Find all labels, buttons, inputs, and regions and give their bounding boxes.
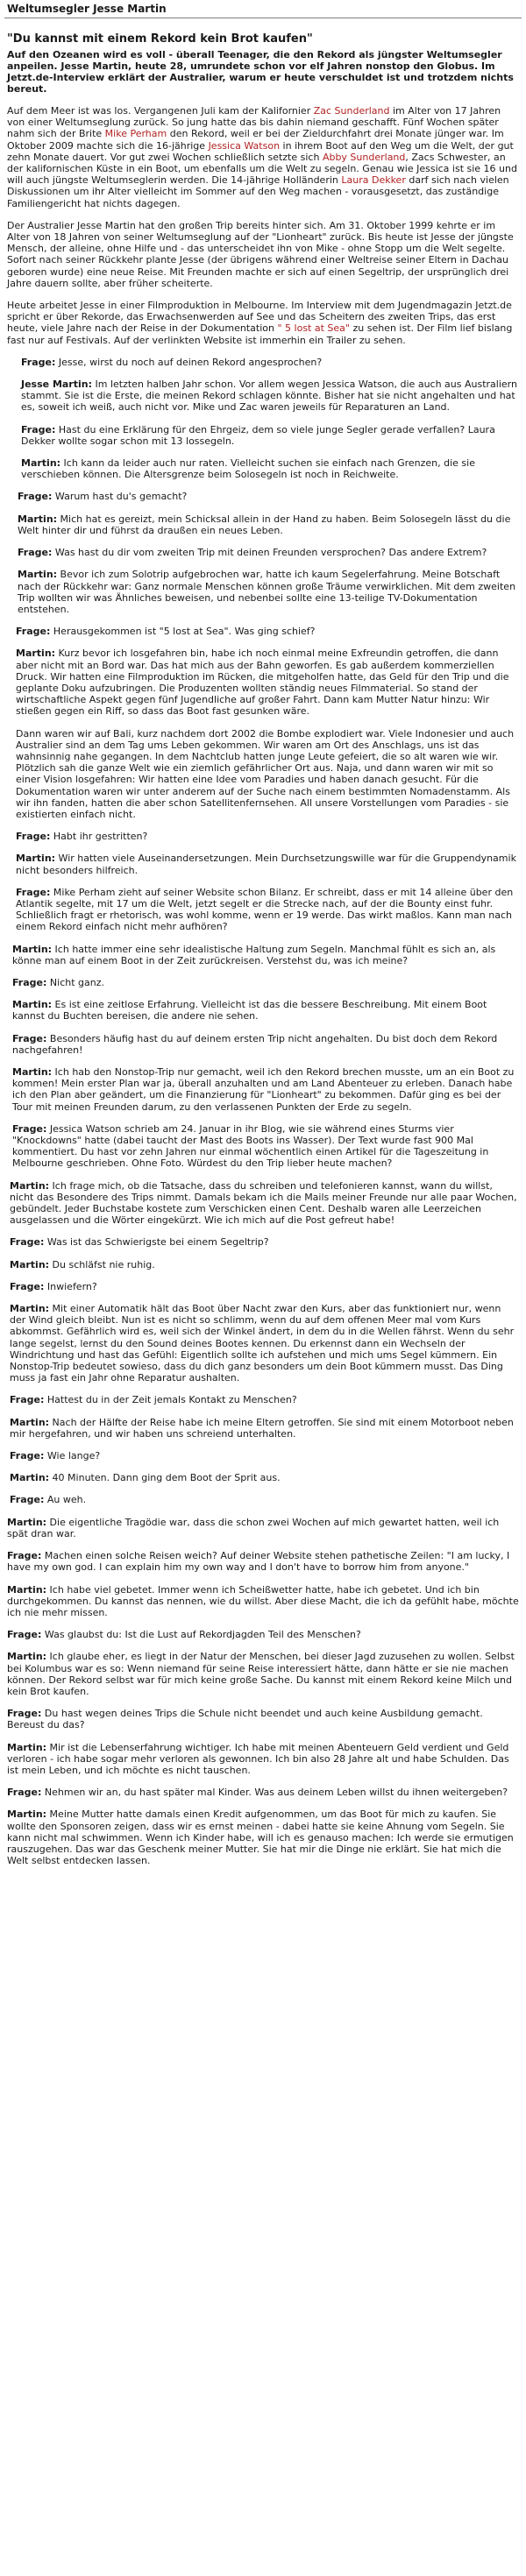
speaker-label: Frage:	[16, 626, 51, 638]
qa-item	[13, 826, 522, 846]
qa-text	[7, 1255, 522, 1275]
qa-text	[4, 1646, 522, 1702]
qa-text	[4, 1782, 522, 1802]
answer-text: Was ist das Schwierigste bei einem Segeltrip?	[44, 1236, 269, 1249]
interview-list	[4, 352, 522, 1872]
speaker-label: Martin:	[7, 1808, 47, 1821]
speaker-label: Martin:	[10, 1303, 50, 1315]
qa-text	[10, 994, 522, 1026]
answer-text: Ich habe viel gebetet. Immer wenn ich Scheißwetter hatte, habe ich gebetet. Und ich bin durchgekommen. Du kannst das nennen, wie du willst. Aber diese Macht, die ich da gefühlt habe, möchte ich nie mehr missen.	[7, 1583, 519, 1618]
qa-text	[13, 643, 522, 721]
speaker-label: Martin:	[12, 999, 53, 1011]
answer-text: Dann waren wir auf Bali, kurz nachdem dort 2002 die Bombe explodiert war. Viele Indonesier und auch Australier sind an dem Tag ums Leben gekommen. Wir waren am Ort des Anschlags, uns ist das wahnsinnig nahe gegangen. In dem Nachtclub hatten junge Leute gefeiert, die so alt waren wie wir. Plötzlich sah die ganze Welt wie ein ziemlich gefährlicher Ort aus. Naja, und dann waren wir mit so einer Vision losgefahren: Wir hatten eine Idee vom Paradies und haben danach gesucht. Für die Dokumentation waren wir unter anderem auf der Suche nach einem bestimmten Nomadenstamm. Als wir ihn fanden, hatten die aber schon Satellitenfernsehen. All unsere Vorstellungen vom Paradies - sie existierten einfach nicht.	[16, 727, 515, 820]
answer-text: Ich frage mich, ob die Tatsache, dass du schreiben und telefonieren kannst, wann du willst, nicht das Besondere des Trips nimmt. Damals bekam ich die Mails meiner Freunde nur alle paar Wochen, gebündelt. Jeder Buchstabe kostete zum Verschicken einen Cent. Deshalb waren alle Leerzeichen ausgelassen und die Wörter eingekürzt. Wie ich mich auf die Post gefreut habe!	[10, 1179, 517, 1227]
qa-item	[10, 1029, 522, 1060]
qa-text	[7, 1412, 522, 1444]
qa-text	[13, 724, 522, 825]
inline-link[interactable]: Zac Sunderland	[313, 105, 390, 117]
qa-text	[7, 1468, 522, 1488]
answer-text: Bevor ich zum Solotrip aufgebrochen war, hatte ich kaum Segelerfahrung. Meine Botschaft nach der Rückkehr war: Ganz normale Menschen können große Träume verwirklichen. Mit dem zweiten Trip wollten wir was Ähnliches beweisen, und nebenbei sollte eine 13-teilige TV-Dokumentation entstehen.	[18, 569, 516, 615]
qa-item	[7, 1490, 522, 1510]
answer-text: Was hast du dir vom zweiten Trip mit deinen Freunden versprochen? Das andere Extrem?	[52, 547, 487, 559]
speaker-label: Martin:	[18, 569, 58, 581]
inline-link[interactable]: Jessica Watson	[208, 139, 281, 152]
answer-text: Ich glaube eher, es liegt in der Natur der Menschen, bei dieser Jagd zuzusehen zu wollen. Selbst bei Kolumbus war es so: Wenn niemand für seine Reise interessiert hätte, dann hätte er sie nie machen können. Der Rekord selbst war für mich keine große Sache. Du kannst mit einem Rekord keine Milch und kein Brot kaufen.	[7, 1651, 515, 1697]
qa-item	[18, 453, 522, 485]
qa-text	[7, 1490, 522, 1510]
qa-item	[7, 1446, 522, 1466]
speaker-label: Frage:	[21, 356, 56, 368]
qa-item	[7, 1255, 522, 1275]
speaker-label: Frage:	[16, 886, 51, 898]
answer-text: Kurz bevor ich losgefahren bin, habe ich noch einmal meine Exfreundin getroffen, die dann aber nicht mit an Bord war. Das hat mich aus der Bahn geworfen. Es gab außerdem kommerziellen Druck. Wir hatten eine Filmproduktion im Rücken, die mitgeholfen hatte, das Geld für den Trip und die geplante Doku aufzubringen. Die Produzenten wollten ständig neues Filmmaterial. So stand der wirtschaftliche Aspekt gegen fünf Jugendliche auf großer Fahrt. Dann kam Mutter Natur hinzu: Wir stießen gegen ein Riff, so dass das Boot fast gesunken wäre.	[16, 648, 509, 718]
speaker-label: Frage:	[7, 1708, 42, 1720]
qa-item	[7, 1390, 522, 1410]
qa-item	[4, 1737, 522, 1781]
paragraph-text: Heute arbeitet Jesse in einer Filmproduktion in Melbourne. Im Interview mit dem Jugendmagazin Jetzt.de spricht er über Rekorde, das Erwachsenwerden auf See und das Scheitern des zweiten Trips, das erst heute, viele Jahre nach der Reise in der Dokumentation	[7, 300, 512, 335]
speaker-label: Martin:	[10, 1258, 50, 1270]
qa-item	[7, 1232, 522, 1252]
answer-text: Ich hatte immer eine sehr idealistische Haltung zum Segeln. Manchmal fühlt es sich an, als könne man auf einem Boot in der Zeit zurückreisen. Verstehst du, was ich meine?	[12, 943, 496, 966]
qa-text	[7, 1390, 522, 1410]
qa-item	[4, 1580, 522, 1624]
answer-text: Wie lange?	[44, 1450, 101, 1462]
qa-text	[15, 542, 522, 563]
paragraph-text: im Alter von 17 Jahren von einer Weltumseglung zurück. So jung hatte das bis dahin niemand geschafft. Fünf Wochen später nahm sich der Brite	[7, 105, 501, 140]
qa-text	[13, 826, 522, 846]
qa-item	[4, 1804, 522, 1871]
qa-item	[7, 1468, 522, 1488]
answer-text: Nach der Hälfte der Reise habe ich meine Eltern getroffen. Sie sind mit einem Motorboot neben mir hergefahren, und wir haben uns schreiend unterhalten.	[10, 1416, 514, 1440]
answer-text: Warum hast du's gemacht?	[52, 491, 188, 503]
answer-text: Hast du eine Erklärung für den Ehrgeiz, dem so viele junge Segler gerade verfallen? Laura Dekker wollte sogar schon mit 13 lossegeln.	[21, 423, 495, 447]
qa-text	[10, 1062, 522, 1117]
qa-text	[7, 1176, 522, 1231]
qa-item	[7, 1277, 522, 1297]
paragraph-text: Auf dem Meer ist was los. Vergangenen Juli kam der Kalifornier	[7, 105, 314, 117]
qa-text	[15, 486, 522, 506]
answer-text: Wir hatten viele Auseinandersetzungen. Mein Durchsetzungswille war für die Gruppendynamik nicht besonders hilfreich.	[16, 853, 516, 876]
speaker-label: Frage:	[10, 1494, 45, 1506]
speaker-label: Frage:	[18, 491, 53, 503]
qa-item	[4, 1646, 522, 1702]
speaker-label: Martin:	[10, 1416, 50, 1428]
answer-text: Nicht ganz.	[46, 976, 104, 988]
paragraph-text: zu sehen ist. Der Film lief bislang fast nur auf Festivals. Auf der verlinkten Website ist immerhin ein Trailer zu sehen.	[7, 322, 513, 346]
qa-text	[15, 509, 522, 541]
answer-text: Au weh.	[44, 1494, 87, 1506]
qa-item	[13, 643, 522, 721]
speaker-label: Jesse Martin:	[21, 379, 92, 391]
qa-text	[15, 564, 522, 619]
qa-text	[13, 621, 522, 641]
qa-item	[4, 1782, 522, 1802]
qa-item	[18, 420, 522, 451]
speaker-label: Frage:	[12, 1122, 47, 1135]
inline-link[interactable]: " 5 lost at Sea"	[277, 322, 350, 335]
paragraph-text: , Zacs Schwester, an der kalifornischen Küste in ein Boot, um ebenfalls um die Welt zu segeln. Genau wie Jessica ist sie 16 und will auch jüngste Weltumseglerin werden. Die 14-jährige Holländerin	[7, 151, 517, 187]
qa-text	[4, 1546, 522, 1577]
answer-text: Im letzten halben Jahr schon. Vor allem wegen Jessica Watson, die auch aus Australiern stammt. Sie ist die Erste, die meinen Rekord schlagen könnte. Bisher hat sie nicht angehalten und hat es, soweit ich weiß, auch nicht vor. Mike und Zac waren jeweils für Reparaturen an Land.	[21, 379, 517, 414]
qa-item	[4, 1624, 522, 1645]
speaker-label: Martin:	[16, 853, 56, 865]
answer-text: Mike Perham zieht auf seiner Website schon Bilanz. Er schreibt, dass er mit 14 alleine über den Atlantik segelte, mit 17 um die Welt, jetzt segelt er die Strecke nach, auf der die Bounty einst fuhr. Schließlich fragt er rhetorisch, was wohl komme, wenn er 19 werde. Das wirkt maßlos. Kann man nach einem Rekord einfach nicht mehr aufhören?	[16, 886, 514, 933]
qa-text	[4, 1737, 522, 1781]
speaker-label: Frage:	[7, 1550, 42, 1562]
qa-text	[18, 453, 522, 485]
speaker-label: Martin:	[7, 1651, 47, 1663]
qa-text	[13, 882, 522, 938]
qa-text	[4, 1580, 522, 1624]
qa-item	[15, 542, 522, 563]
speaker-label: Frage:	[10, 1394, 45, 1406]
qa-text	[10, 1119, 522, 1174]
answer-text: Du hast wegen deines Trips die Schule nicht beendet und auch keine Ausbildung gemacht. Bereust du das?	[7, 1708, 483, 1731]
speaker-label: Martin:	[7, 1741, 47, 1753]
paragraph-text: in ihrem Boot auf den Weg um die Welt, der gut zehn Monate dauert. Vor gut zwei Wochen schließlich setzte sich	[7, 139, 514, 163]
paragraph-text: darf sich nach vielen Diskussionen um ihr Alter vielleicht im Sommer auf den Weg machen - vorausgesetzt, das zuständige Familiengericht hat nichts dagegen.	[7, 174, 509, 209]
speaker-label: Frage:	[12, 976, 47, 988]
speaker-label: Frage:	[21, 423, 56, 435]
intro-paragraph	[7, 105, 519, 209]
answer-text: Was glaubst du: Ist die Lust auf Rekordjagden Teil des Menschen?	[41, 1629, 361, 1641]
speaker-label: Martin:	[10, 1472, 50, 1484]
qa-text	[4, 1804, 522, 1871]
qa-text	[7, 1232, 522, 1252]
answer-text: Habt ihr gestritten?	[50, 831, 148, 843]
speaker-label: Martin:	[18, 513, 58, 525]
qa-item	[18, 352, 522, 372]
speaker-label: Martin:	[10, 1179, 50, 1192]
qa-item	[13, 882, 522, 938]
speaker-label: Frage:	[16, 831, 51, 843]
speaker-label: Martin:	[7, 1516, 47, 1528]
qa-item	[4, 1512, 522, 1544]
speaker-label: Frage:	[10, 1236, 45, 1249]
inline-link[interactable]: Mike Perham	[104, 128, 167, 140]
answer-text: Du schläfst nie ruhig.	[49, 1258, 155, 1270]
inline-link[interactable]: Abby Sunderland	[322, 151, 406, 163]
answer-text: Machen einen solche Reisen weich? Auf deiner Website stehen pathetische Zeilen: "I am lucky, I have my own god. I can explain him my own way and I don't have to borrow him from anyone."	[7, 1550, 510, 1574]
qa-item	[13, 724, 522, 825]
qa-item	[7, 1412, 522, 1444]
qa-item	[10, 939, 522, 971]
qa-text	[18, 374, 522, 418]
intro-paragraph	[7, 300, 519, 346]
answer-text: Inwiefern?	[44, 1280, 97, 1292]
speaker-label: Martin:	[12, 1066, 53, 1078]
qa-item	[13, 848, 522, 880]
paragraph-text: den Rekord, weil er bei der Zieldurchfahrt drei Monate jünger war. Im Oktober 2009 machte sich die 16-jährige	[7, 128, 504, 152]
qa-text	[7, 1277, 522, 1297]
answer-text: Jessica Watson schrieb am 24. Januar in ihr Blog, wie sie während eines Sturms vier "Knockdowns" hatte (dabei taucht der Mast des Boots ins Wasser). Der Text wurde fast 900 Mal kommentiert. Du hast vor zehn Jahren nur einmal wöchentlich einen Artikel für die Tageszeitung in Melbourne geschrieben. Ohne Foto. Würdest du den Trip lieber heute machen?	[12, 1122, 489, 1170]
qa-item	[13, 621, 522, 641]
qa-item	[10, 1062, 522, 1117]
headline: "Du kannst mit einem Rekord kein Brot kaufen"	[7, 32, 313, 46]
qa-item	[10, 1119, 522, 1174]
qa-item	[15, 486, 522, 506]
section-label: Weltumsegler Jesse Martin	[7, 3, 167, 15]
qa-item	[10, 994, 522, 1026]
speaker-label: Frage:	[18, 547, 53, 559]
qa-item	[7, 1176, 522, 1231]
qa-text	[10, 939, 522, 971]
speaker-label: Martin:	[12, 943, 53, 955]
answer-text: Ich kann da leider auch nur raten. Vielleicht suchen sie einfach nach Grenzen, die sie verschieben können. Die Altersgrenze beim Solosegeln ist noch in Reichweite.	[21, 457, 475, 481]
answer-text: Hattest du in der Zeit jemals Kontakt zu Menschen?	[44, 1394, 297, 1406]
answer-text: Die eigentliche Tragödie war, dass die schon zwei Wochen auf mich gewartet hatten, weil ich spät dran war.	[7, 1516, 500, 1539]
speaker-label: Martin:	[16, 648, 56, 660]
speaker-label: Frage:	[7, 1629, 42, 1641]
answer-text: Es ist eine zeitlose Erfahrung. Vielleicht ist das die bessere Beschreibung. Mit einem Boot kannst du Buchten bereisen, die andere nie sehen.	[12, 999, 487, 1023]
qa-item	[7, 1299, 522, 1388]
qa-item	[18, 374, 522, 418]
answer-text: Herausgekommen ist "5 lost at Sea". Was ging schief?	[50, 626, 316, 638]
speaker-label: Frage:	[12, 1032, 47, 1044]
lead-paragraph: Auf den Ozeanen wird es voll - überall Teenager, die den Rekord als jüngster Weltumsegler anpeilen. Jesse Martin, heute 28, umrundete schon vor elf Jahren nonstop den Globus. Im Jetzt.de-Interview erklärt der Australier, warum er heute verschuldet ist und trotzdem nichts bereut.	[7, 49, 514, 95]
answer-text: Jesse, wirst du noch auf deinen Rekord angesprochen?	[55, 356, 323, 368]
qa-text	[10, 973, 522, 993]
qa-text	[4, 1624, 522, 1645]
speaker-label: Frage:	[7, 1787, 42, 1799]
qa-item	[15, 509, 522, 541]
answer-text: 40 Minuten. Dann ging dem Boot der Sprit aus.	[49, 1472, 281, 1484]
qa-item	[10, 973, 522, 993]
speaker-label: Frage:	[10, 1450, 45, 1462]
qa-text	[4, 1703, 522, 1735]
speaker-label: Martin:	[21, 457, 61, 470]
qa-text	[7, 1446, 522, 1466]
inline-link[interactable]: Laura Dekker	[341, 174, 406, 187]
speaker-label: Martin:	[7, 1583, 47, 1596]
answer-text: Mich hat es gereizt, mein Schicksal allein in der Hand zu haben. Beim Solosegeln lässt du die Welt hinter dir und führst da draußen ein neues Leben.	[18, 513, 511, 536]
qa-text	[7, 1299, 522, 1388]
answer-text: Nehmen wir an, du hast später mal Kinder. Was aus deinem Leben willst du ihnen weitergeben?	[41, 1787, 508, 1799]
paragraph-text: Der Australier Jesse Martin hat den großen Trip bereits hinter sich. Am 31. Oktober 1999 kehrte er im Alter von 18 Jahren von seiner Weltumseglung auf der "Lionheart" zurück. Bis heute ist Jesse der jüngste Mensch, der alleine, ohne Hilfe und - das unterscheidet ihn von Mike - ohne Stopp um die Welt segelte. Sofort nach seiner Rückkehr plante Jesse (der übrigens während einer Weltreise seiner Eltern in Dachau geboren wurde) eine neue Reise. Mit Freunden machte er sich auf einen Segeltrip, der ursprünglich drei Jahre dauern sollte, aber früher scheiterte.	[7, 219, 514, 289]
answer-text: Mir ist die Lebenserfahrung wichtiger. Ich habe mit meinen Abenteuern Geld verdient und Geld verloren - ich habe sogar mehr verloren als gewonnen. Ich bin also 28 Jahre alt und habe Schulden. Das ist mein Leben, und ich möchte es nicht tauschen.	[7, 1741, 509, 1776]
qa-text	[18, 352, 522, 372]
qa-item	[4, 1546, 522, 1577]
qa-text	[10, 1029, 522, 1060]
qa-item	[4, 1703, 522, 1735]
speaker-label: Frage:	[10, 1280, 45, 1292]
intro-paragraph	[7, 220, 519, 289]
qa-item	[15, 564, 522, 619]
intro-section	[4, 105, 522, 346]
answer-text: Besonders häufig hast du auf deinem ersten Trip nicht angehalten. Du bist doch dem Rekord nachgefahren!	[12, 1032, 498, 1056]
qa-text	[4, 1512, 522, 1544]
qa-text	[13, 848, 522, 880]
answer-text: Ich hab den Nonstop-Trip nur gemacht, weil ich den Rekord brechen musste, um an ein Boot zu kommen! Mein erster Plan war ja, überall anzuhalten und am Land Abenteuer zu erleben. Danach habe ich den Plan aber geändert, um die Finanzierung für "Lionheart" zu bekommen. Dafür ging es bei der Tour mit meinen Freunden darum, zu den verlassenen Punkten der Erde zu segeln.	[12, 1066, 515, 1113]
qa-text	[18, 420, 522, 451]
answer-text: Meine Mutter hatte damals einen Kredit aufgenommen, um das Boot für mich zu kaufen. Sie wollte den Sponsoren zeigen, dass wir es ernst meinen - dabei hatte sie keine Ahnung vom Segeln. Sie kann nicht mal schwimmen. Wenn ich Kinder habe, will ich es genauso machen: Ich werde sie ermutigen rauszugehen. Das war das Geschenk meiner Mutter. Sie hat mir die Dinge nie erklärt. Sie hat mich die Welt selbst entdecken lassen.	[7, 1808, 514, 1867]
answer-text: Mit einer Automatik hält das Boot über Nacht zwar den Kurs, aber das funktioniert nur, wenn der Wind gleich bleibt. Nun ist es nicht so schlimm, wenn du auf dem offenen Meer mal vom Kurs abkommst. Gefährlich wird es, weil sich der Winkel ändert, in dem du in die Wellen fährst. Wenn du sehr lange segelst, lernst du den Sound deines Bootes kennen. Du erkennst dann ein Wechseln der Windrichtung und hast das Gefühl: Eigentlich sollte ich aufstehen und mich ums Segel kümmern. Ein Nonstop-Trip bedeutet sowieso, dass du dich ganz besonders um dein Boot kümmern musst. Das Ding muss ja fast ein Jahr ohne Reparatur aushalten.	[10, 1303, 515, 1384]
